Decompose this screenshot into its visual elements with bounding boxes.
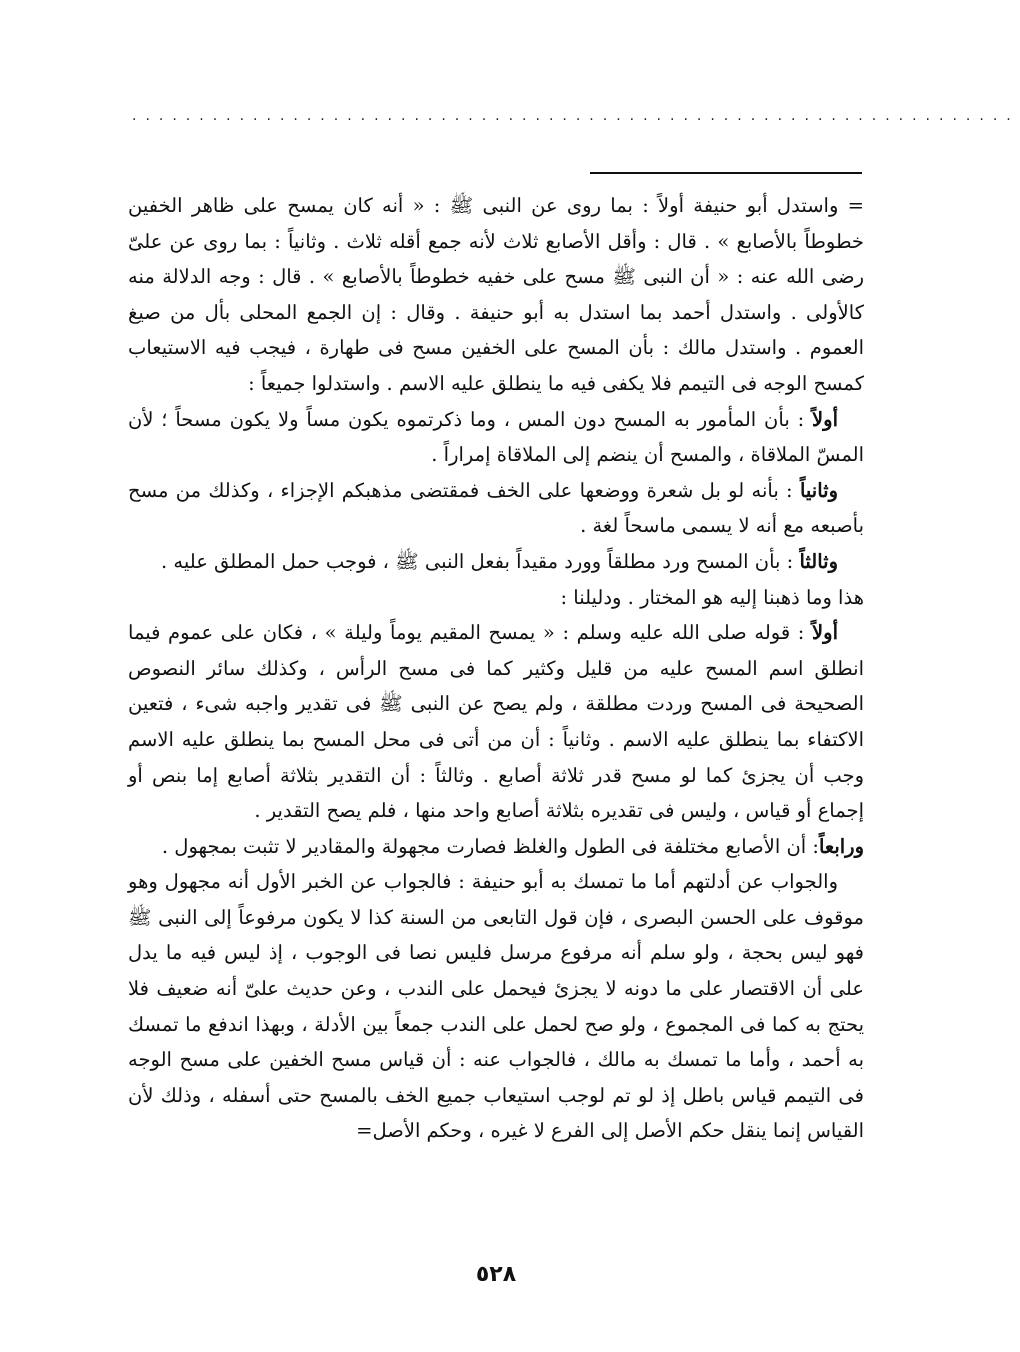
paragraph-text: = واستدل أبو حنيفة أولاً : بما روى عن النبى ﷺ : « أنه كان يمسح على ظاهر الخفين خطوطاً بالأصابع » . قال : وأقل الأصابع ثلاث لأنه جمع أقله ثلاث . وثانياً : بما روى عن علىّ رضى الله عنه : « أن النبى ﷺ مسح على خفيه خطوطاً بالأصابع » . قال : وجه الدلالة منه كالأولى . واستدل أحمد بما استدل به أبو حنيفة . وقال : إن الجمع المحلى بأل من صيغ العموم . واستدل مالك : بأن المسح على الخفين مسح فى طهارة ، فيجب فيه الاستيعاب كمسح الوجه فى التيمم فلا يكفى فيه ما ينطلق عليه الاسم . واستدلوا جميعاً : (128, 194, 864, 395)
paragraph-text: : بأن المسح ورد مطلقاً وورد مقيداً بفعل النبى ﷺ ، فوجب حمل المطلق عليه . (161, 549, 800, 573)
paragraph (128, 615, 864, 829)
paragraph-text: : أن الأصابع مختلفة فى الطول والغلظ فصارت مجهولة والمقادير لا تثبت بمجهول . (161, 834, 819, 858)
separator-dots: ·································································· (132, 112, 1020, 128)
paragraph (128, 402, 864, 473)
paragraph (128, 473, 864, 544)
paragraph-lead: أولاً (812, 407, 838, 431)
paragraph (128, 188, 864, 402)
paragraph (128, 829, 864, 865)
paragraph (128, 580, 864, 616)
footnote-rule (590, 172, 862, 174)
footnote-text-block (128, 188, 864, 1238)
paragraph-lead: وثالثاً (799, 549, 838, 573)
paragraph-text: : بأن المأمور به المسح دون المس ، وما ذكرتموه يكون مساً ولا يكون مسحاً ؛ لأن المسّ الملاقاة ، والمسح أن ينضم إلى الملاقاة إمراراً . (128, 407, 864, 467)
paragraph-text: والجواب عن أدلتهم أما ما تمسك به أبو حنيفة : فالجواب عن الخبر الأول أنه مجهول وهو موقوف على الحسن البصرى ، فإن قول التابعى من السنة كذا لا يكون مرفوعاً إلى النبى ﷺ فهو ليس بحجة ، ولو سلم أنه مرفوع مرسل فليس نصا فى الوجوب ، إذ ليس فيه ما يدل على أن الاقتصار على ما دونه لا يجزئ فيحمل على الندب ، وعن حديث علىّ أنه ضعيف فلا يحتج به كما فى المجموع ، ولو صح لحمل على الندب جمعاً بين الأدلة ، وبهذا اندفع ما تمسك به أحمد ، وأما ما تمسك به مالك ، فالجواب عنه : أن قياس مسح الخفين على مسح الوجه فى التيمم قياس باطل إذ لو تم لوجب استيعاب جميع الخف بالمسح حتى أسفله ، وذلك لأن القياس إنما ينقل حكم الأصل إلى الفرع لا غيره ، وحكم الأصل= (128, 870, 864, 1143)
paragraph-lead: ورابعاً (818, 834, 864, 858)
paragraph-lead: أولاً (812, 621, 838, 645)
paragraph-text: : بأنه لو بل شعرة ووضعها على الخف فمقتضى مذهبكم الإجزاء ، وكذلك من مسح بأصبعه مع أنه لا يسمى ماسحاً لغة . (128, 478, 864, 538)
page-number: ٥٢٨ (475, 1262, 517, 1287)
paragraph-text: هذا وما ذهبنا إليه هو المختار . ودليلنا : (560, 585, 864, 609)
paragraph (128, 544, 864, 580)
paragraph-lead: وثانياً (799, 478, 838, 502)
paragraph (128, 864, 864, 1149)
paragraph-text: : قوله صلى الله عليه وسلم : « يمسح المقيم يوماً وليلة » ، فكان على عموم فيما انطلق اسم المسح عليه من قليل وكثير كما فى مسح الرأس ، وكذلك سائر النصوص الصحيحة فى المسح وردت مطلقة ، ولم يصح عن النبى ﷺ فى تقدير واجبه شىء ، فتعين الاكتفاء بما ينطلق عليه الاسم . وثانياً : أن من أتى فى محل المسح بما ينطلق عليه الاسم وجب أن يجزئ كما لو مسح قدر ثلاثة أصابع . وثالثاً : أن التقدير بثلاثة أصابع إما بنص أو إجماع أو قياس ، وليس فى تقديره بثلاثة أصابع واحد منها ، فلم يصح التقدير . (128, 621, 864, 823)
